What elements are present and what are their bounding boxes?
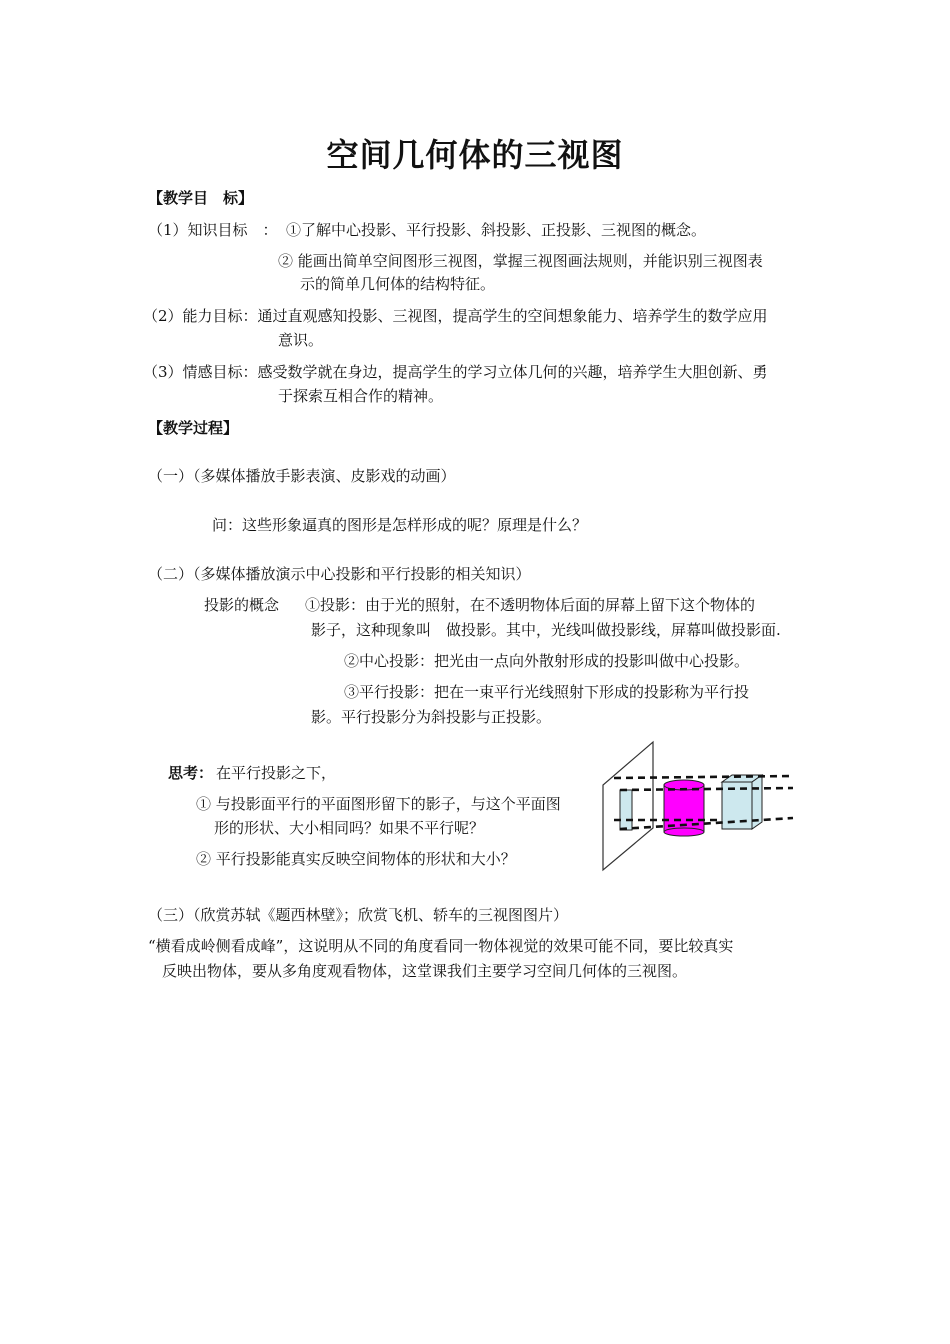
parallel-projection-figure [598,740,798,875]
think-question-2: ② 平行投影能真实反映空间物体的形状和大小？ [196,850,516,868]
page-title: 空间几何体的三视图 [326,136,624,174]
concept-3-line2: 影。平行投影分为斜投影与正投影。 [311,708,552,726]
ability-goal-line2: 意识。 [278,331,324,349]
concept-3-line1: ③平行投影：把在一束平行光线照射下形成的投影称为平行投 [344,683,750,701]
shadow-shape [620,790,632,830]
part1-text: （一）（多媒体播放手影表演、皮影戏的动画） [148,467,456,485]
concept-2: ②中心投影：把光由一点向外散射形成的投影叫做中心投影。 [344,652,750,670]
goals-heading: 【教学目 标】 [148,189,254,207]
process-heading: 【教学过程】 [148,419,239,437]
think-intro: 在平行投影之下， [216,764,337,782]
think-label: 思考： [168,764,214,782]
concept-label: 投影的概念 [204,596,280,614]
ability-goal-line1: （2）能力目标：通过直观感知投影、三视图，提高学生的空间想象能力、培养学生的数学应用 [143,307,768,325]
part1-question: 问：这些形象逼真的图形是怎样形成的呢？原理是什么？ [212,516,588,534]
knowledge-goal-1: ①了解中心投影、平行投影、斜投影、正投影、三视图的概念。 [286,221,707,239]
concept-1-line1: ①投影：由于光的照射，在不透明物体后面的屏幕上留下这个物体的 [305,596,756,614]
part2-text: （二）（多媒体播放演示中心投影和平行投影的相关知识） [148,565,531,583]
think-question-1-line1: ① 与投影面平行的平面图形留下的影子，与这个平面图 [196,795,561,813]
knowledge-goal-2-line2: 示的简单几何体的结构特征。 [300,275,496,293]
poem-line2: 反映出物体，要从多角度观看物体，这堂课我们主要学习空间几何体的三视图。 [162,962,688,980]
emotion-goal-line1: （3）情感目标：感受数学就在身边，提高学生的学习立体几何的兴趣，培养学生大胆创新、勇 [143,363,768,381]
knowledge-goal-2-line1: ② 能画出简单空间图形三视图，掌握三视图画法规则，并能识别三视图表 [278,252,763,270]
think-question-1-line2: 形的形状、大小相同吗？如果不平行呢？ [214,819,485,837]
concept-1-line2: 影子，这种现象叫 做投影。其中，光线叫做投影线，屏幕叫做投影面. [311,621,781,639]
knowledge-goal-label: （1）知识目标 ： [148,221,278,239]
part3-text: （三）（欣赏苏轼《题西林壁》；欣赏飞机、轿车的三视图图片） [148,906,569,924]
poem-line1: “横看成岭侧看成峰”，这说明从不同的角度看同一物体视觉的效果可能不同，要比较真实 [148,937,734,955]
emotion-goal-line2: 于探索互相合作的精神。 [278,387,444,405]
